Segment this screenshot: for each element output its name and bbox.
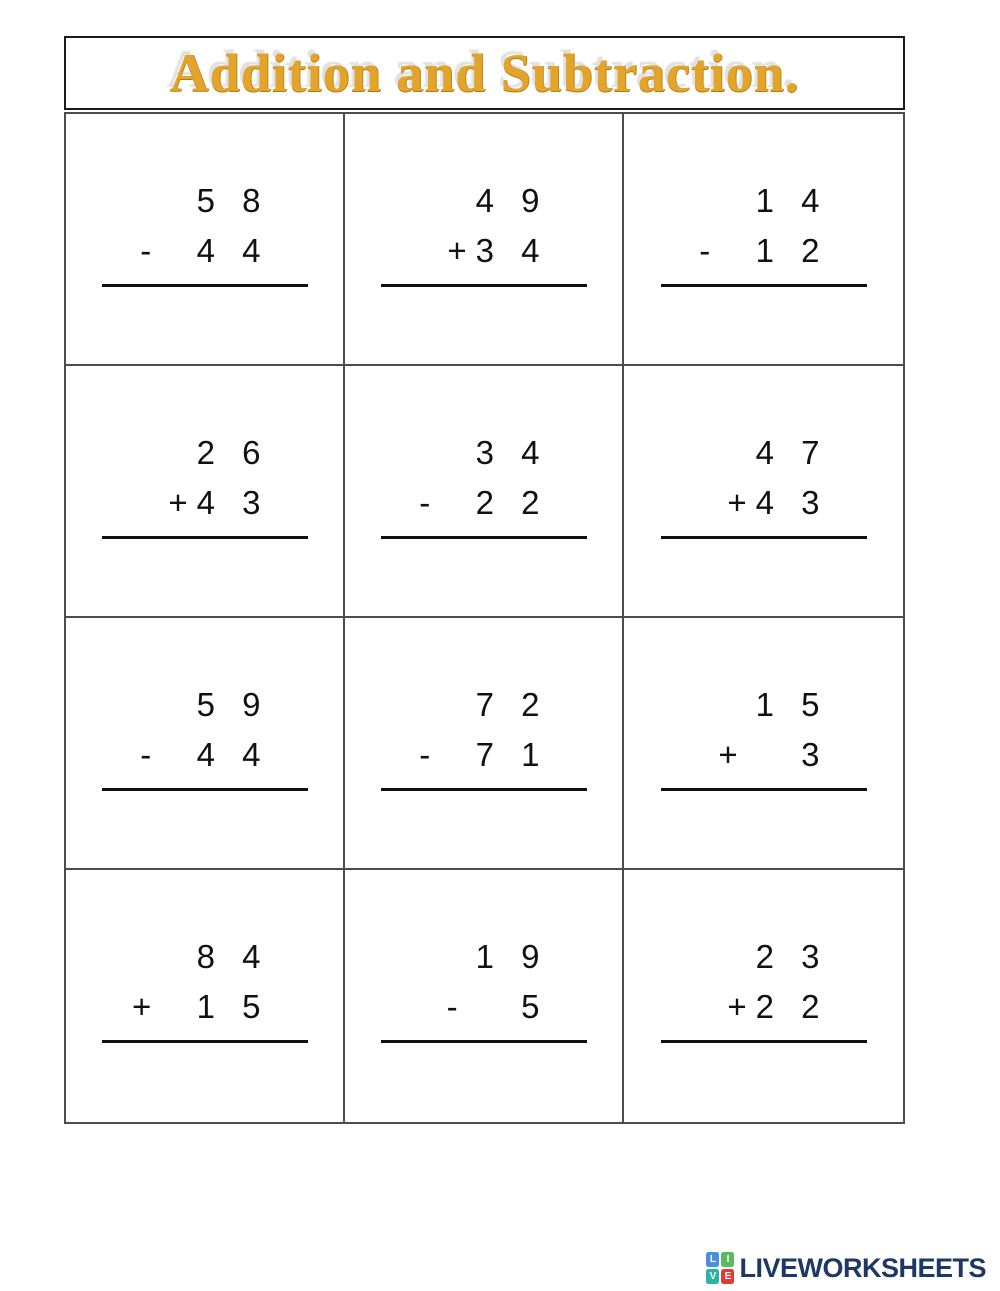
operator-and-bottom-operand: - 5 [446,988,549,1025]
top-operand: 4 7 [755,434,829,471]
answer-area[interactable] [102,287,308,347]
worksheet-title: Addition and Subtraction. [169,43,800,103]
answer-area[interactable] [381,791,587,851]
problem-cell-7 [66,618,345,870]
problem [661,870,867,1103]
liveworksheets-logo[interactable] [706,1250,986,1286]
problem-cell-12 [624,870,903,1122]
answer-area[interactable] [102,539,308,599]
top-operand: 7 2 [475,686,549,723]
operator-and-bottom-operand: +2 2 [727,988,829,1025]
logo-tile-i: I [721,1252,734,1267]
logo-tile-l: L [706,1252,719,1267]
liveworksheets-tiles-icon [706,1252,734,1284]
operator-and-bottom-operand: - 7 1 [419,736,549,773]
operator-and-bottom-operand: - 2 2 [419,484,549,521]
problem [661,618,867,851]
top-operand: 8 4 [196,938,270,975]
problem [661,114,867,347]
problem-cell-6 [624,366,903,618]
operator-and-bottom-operand: +4 3 [168,484,270,521]
answer-area[interactable] [102,1043,308,1103]
top-operand: 4 9 [475,182,549,219]
problem-cell-2 [345,114,624,366]
answer-area[interactable] [102,791,308,851]
top-operand: 3 4 [475,434,549,471]
answer-area[interactable] [381,287,587,347]
worksheet-title-box [64,36,905,110]
problem [381,114,587,347]
problems-grid [64,112,905,1124]
answer-area[interactable] [661,539,867,599]
operator-and-bottom-operand: + 3 [718,736,829,773]
problem [381,366,587,599]
problem-cell-8 [345,618,624,870]
problem-cell-3 [624,114,903,366]
answer-area[interactable] [661,791,867,851]
top-operand: 1 4 [755,182,829,219]
top-operand: 2 6 [196,434,270,471]
liveworksheets-wordmark: LIVEWORKSHEETS [739,1252,986,1283]
problem-cell-5 [345,366,624,618]
operator-and-bottom-operand: - 1 2 [699,232,829,269]
problem [102,114,308,347]
answer-area[interactable] [661,1043,867,1103]
problem-cell-4 [66,366,345,618]
operator-and-bottom-operand: +4 3 [727,484,829,521]
problem-cell-1 [66,114,345,366]
top-operand: 5 8 [196,182,270,219]
problem-cell-10 [66,870,345,1122]
top-operand: 5 9 [196,686,270,723]
answer-area[interactable] [381,1043,587,1103]
operator-and-bottom-operand: + 1 5 [132,988,270,1025]
problem [381,870,587,1103]
logo-tile-v: V [706,1269,719,1284]
logo-tile-e: E [721,1269,734,1284]
top-operand: 2 3 [755,938,829,975]
operator-and-bottom-operand: +3 4 [447,232,549,269]
problem [102,618,308,851]
answer-area[interactable] [381,539,587,599]
top-operand: 1 5 [755,686,829,723]
top-operand: 1 9 [475,938,549,975]
problem-cell-11 [345,870,624,1122]
problem [102,870,308,1103]
problem [102,366,308,599]
operator-and-bottom-operand: - 4 4 [140,736,270,773]
problem-cell-9 [624,618,903,870]
problem [381,618,587,851]
operator-and-bottom-operand: - 4 4 [140,232,270,269]
answer-area[interactable] [661,287,867,347]
problem [661,366,867,599]
